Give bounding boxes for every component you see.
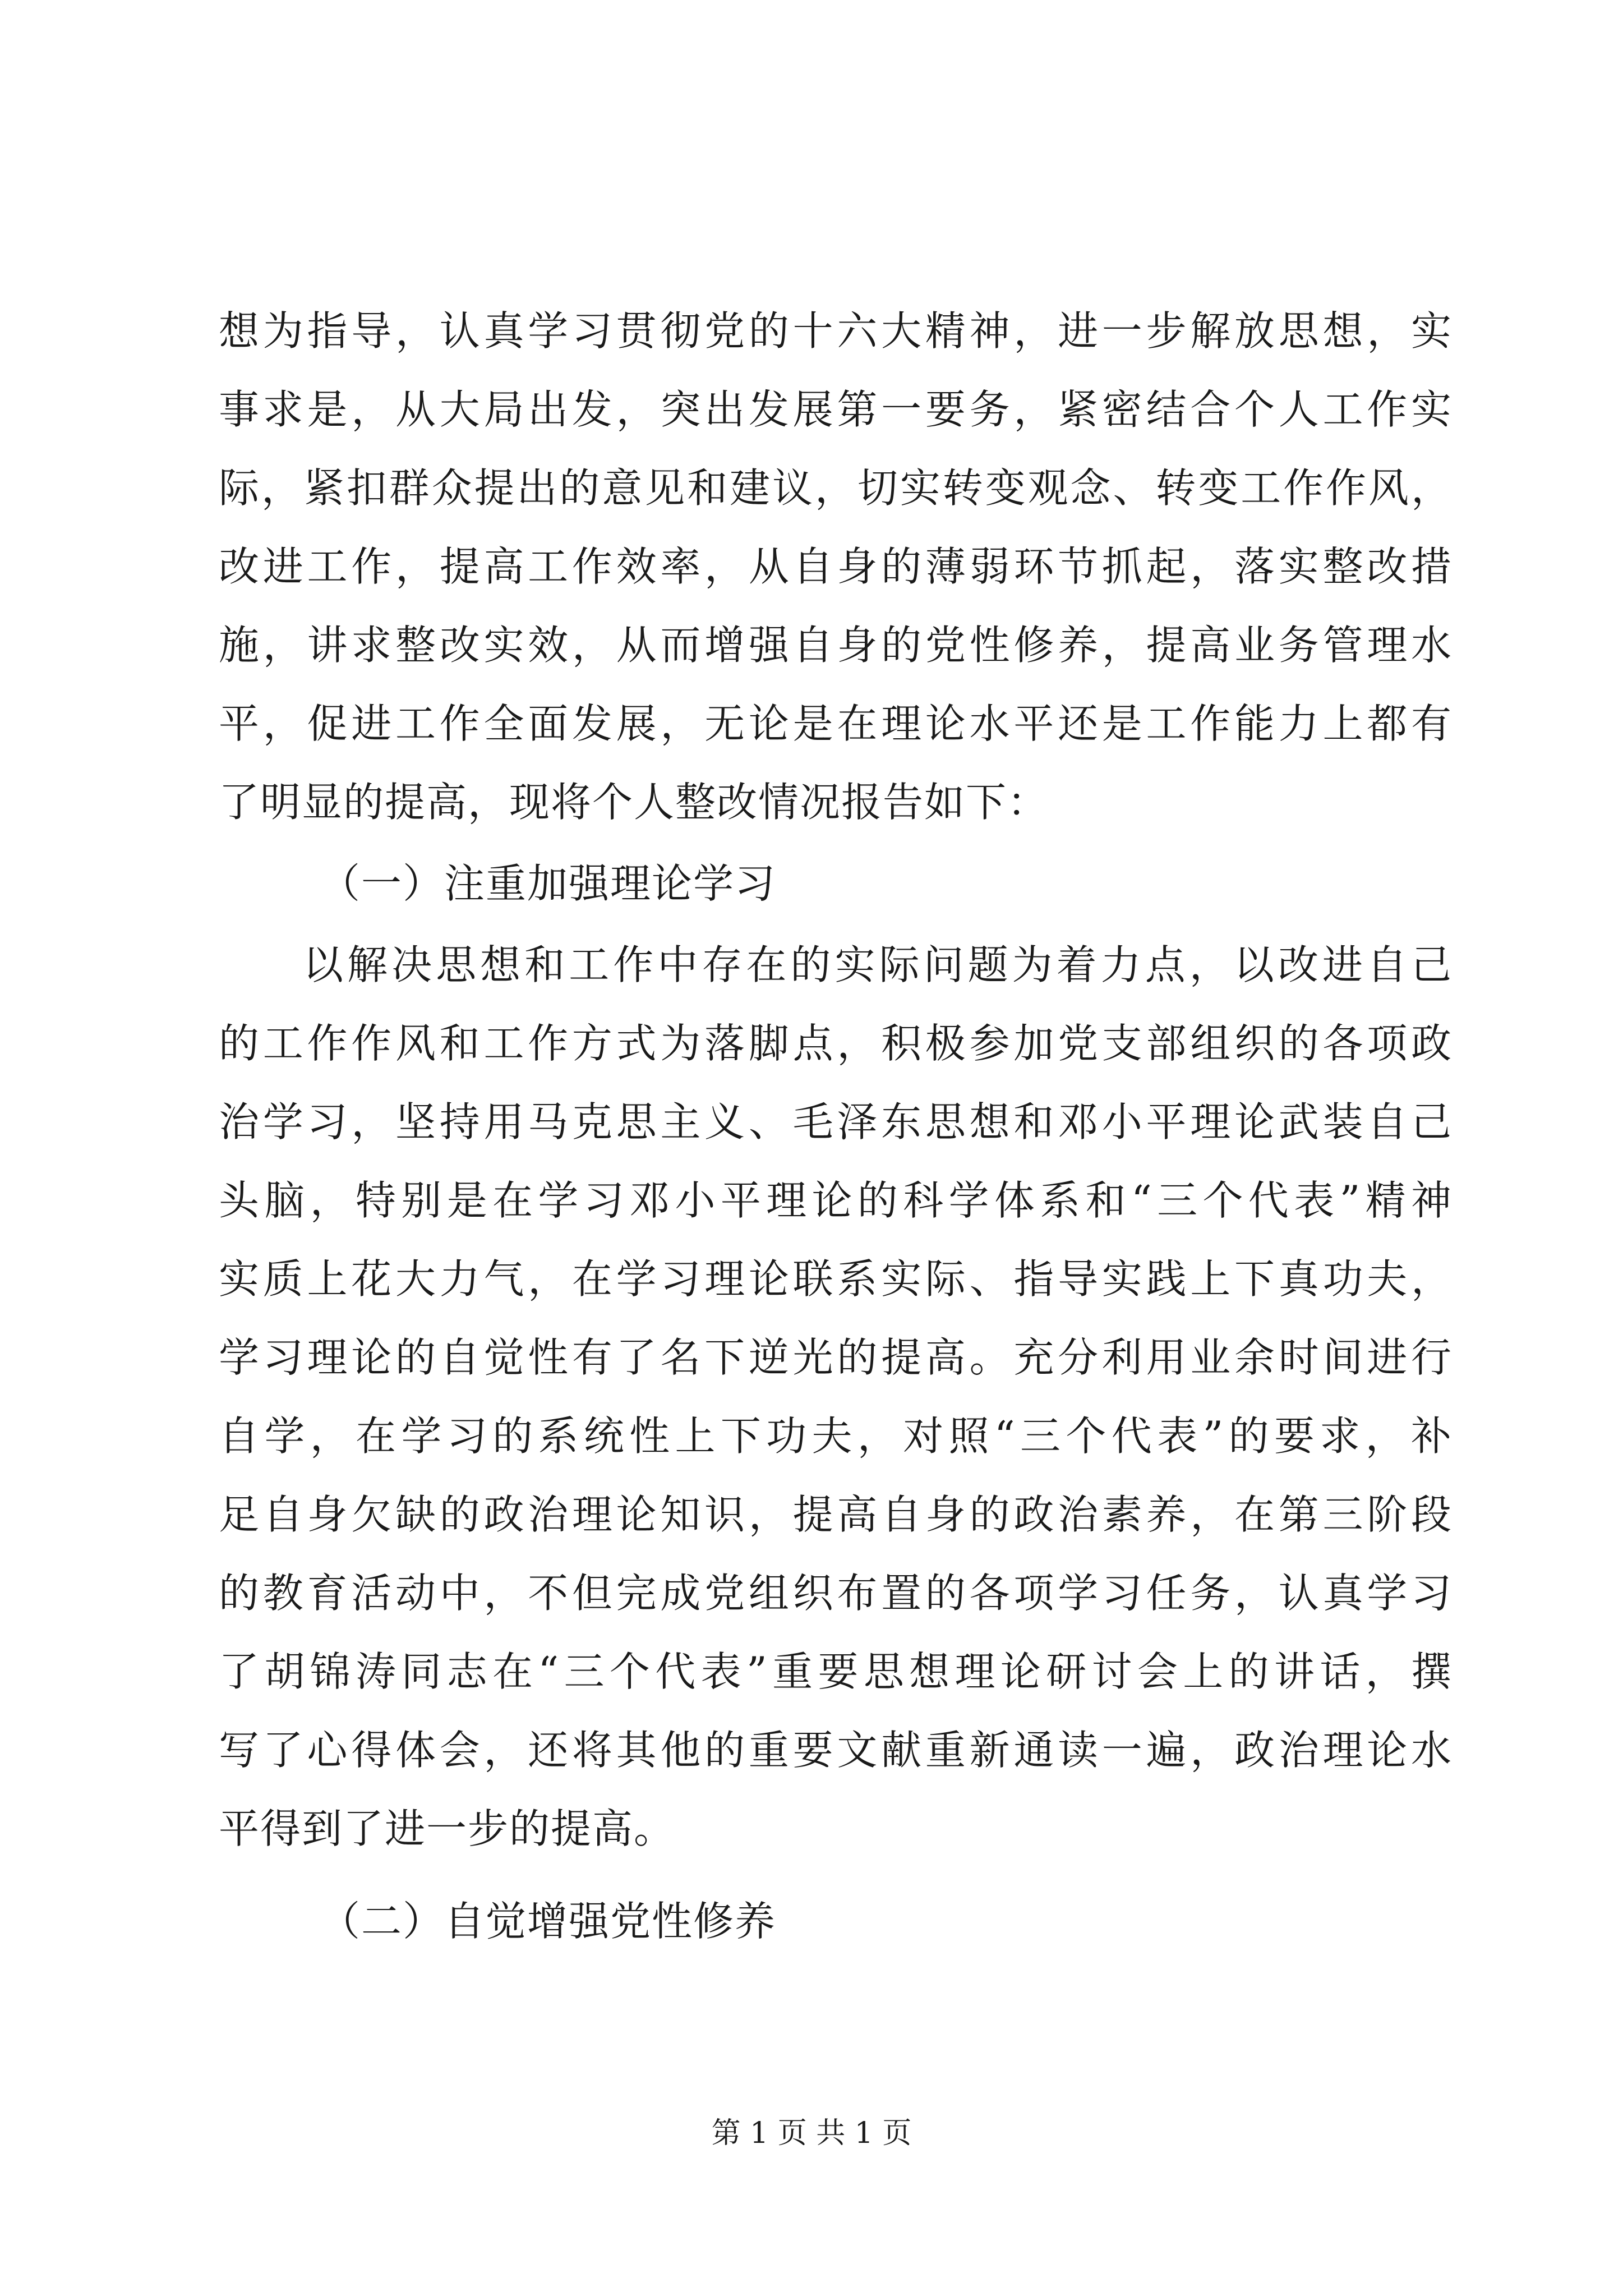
section-heading-2: （二）自觉增强党性修养: [320, 1898, 777, 1945]
paragraph-line: 事求是，从大局出发，突出发展第一要务，紧密结合个人工作实: [219, 386, 1453, 433]
paragraph-line: 自学，在学习的系统性上下功夫，对照“三个代表”的要求，补: [219, 1412, 1453, 1460]
paragraph-line: 学习理论的自觉性有了名下逆光的提高。充分利用业余时间进行: [219, 1334, 1453, 1381]
paragraph-line: 足自身欠缺的政治理论知识，提高自身的政治素养，在第三阶段: [219, 1491, 1453, 1538]
paragraph-line: 头脑，特别是在学习邓小平理论的科学体系和“三个代表”精神: [219, 1177, 1453, 1224]
paragraph-line: 施，讲求整改实效，从而增强自身的党性修养，提高业务管理水: [219, 622, 1453, 669]
paragraph-1: [219, 292, 1453, 841]
section-spacer: [219, 1868, 1453, 1879]
document-body: [219, 292, 1453, 1963]
paragraph-line: 的教育活动中，不但完成党组织布置的各项学习任务，认真学习: [219, 1570, 1453, 1617]
paragraph-line: 想为指导，认真学习贯彻党的十六大精神，进一步解放思想，实: [219, 307, 1453, 355]
paragraph-line: 平得到了进一步的提高。: [219, 1805, 676, 1852]
paragraph-line: 实质上花大力气，在学习理论联系实际、指导实践上下真功夫，: [219, 1255, 1453, 1303]
paragraph-line: 际，紧扣群众提出的意见和建议，切实转变观念、转变工作作风，: [219, 464, 1453, 512]
paragraph-2: [219, 926, 1453, 1868]
paragraph-line: 了明显的提高，现将个人整改情况报告如下：: [219, 779, 1049, 826]
paragraph-line: 了胡锦涛同志在“三个代表”重要思想理论研讨会上的讲话，撰: [219, 1648, 1453, 1695]
paragraph-line: 改进工作，提高工作效率，从自身的薄弱环节抓起，落实整改措: [219, 543, 1453, 590]
paragraph-line: 以解决思想和工作中存在的实际问题为着力点，以改进自己: [303, 941, 1453, 988]
paragraph-line: 平，促进工作全面发展，无论是在理论水平还是工作能力上都有: [219, 700, 1453, 747]
paragraph-line: 写了心得体会，还将其他的重要文献重新通读一遍，政治理论水: [219, 1727, 1453, 1774]
page-footer: 第 1 页 共 1 页: [711, 2116, 912, 2150]
paragraph-line: 治学习，坚持用马克思主义、毛泽东思想和邓小平理论武装自己: [219, 1098, 1453, 1145]
paragraph-line: 的工作作风和工作方式为落脚点，积极参加党支部组织的各项政: [219, 1020, 1453, 1067]
section-heading-1: （一）注重加强理论学习: [320, 860, 777, 907]
